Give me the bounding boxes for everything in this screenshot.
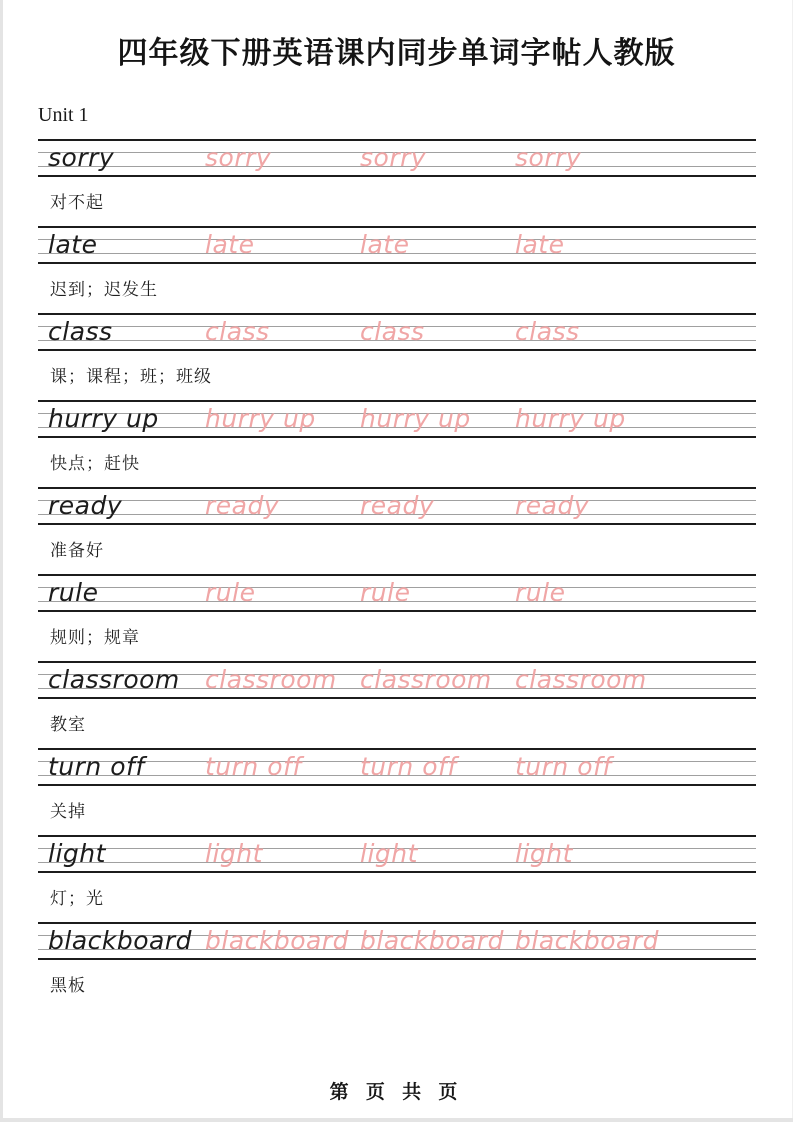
practice-word: class [48, 317, 113, 346]
word-meaning: 对不起 [50, 193, 104, 212]
word-line [38, 139, 756, 177]
word-row [38, 835, 756, 922]
trace-word: classroom [515, 665, 647, 694]
four-line-guide [38, 226, 756, 264]
word-row [38, 661, 756, 748]
trace-word: ready [205, 491, 280, 520]
word-meaning: 课；课程；班；班级 [50, 367, 212, 386]
word-line [38, 835, 756, 873]
word-meaning: 规则；规章 [50, 628, 140, 647]
practice-word: late [48, 230, 98, 259]
four-line-guide [38, 139, 756, 177]
trace-word: class [515, 317, 580, 346]
trace-word: light [360, 839, 418, 868]
word-line [38, 574, 756, 612]
trace-word: sorry [205, 143, 272, 172]
four-line-guide [38, 748, 756, 786]
practice-word: hurry up [48, 404, 159, 433]
trace-word: blackboard [205, 926, 349, 955]
trace-word: class [360, 317, 425, 346]
trace-word: ready [360, 491, 435, 520]
trace-word: sorry [360, 143, 427, 172]
word-row [38, 748, 756, 835]
word-line [38, 400, 756, 438]
word-meaning: 灯；光 [50, 889, 104, 908]
word-line [38, 313, 756, 351]
trace-word: class [205, 317, 270, 346]
trace-word: turn off [360, 752, 457, 781]
trace-word: blackboard [515, 926, 659, 955]
four-line-guide [38, 487, 756, 525]
page-title: 四年级下册英语课内同步单词字帖人教版 [117, 37, 676, 70]
word-meaning: 关掉 [50, 802, 86, 821]
trace-word: classroom [205, 665, 337, 694]
word-row [38, 400, 756, 487]
word-row [38, 226, 756, 313]
word-row [38, 139, 756, 226]
four-line-guide [38, 313, 756, 351]
trace-word: light [515, 839, 573, 868]
trace-word: blackboard [360, 926, 504, 955]
four-line-guide [38, 400, 756, 438]
four-line-guide [38, 574, 756, 612]
trace-word: late [515, 230, 565, 259]
practice-word: sorry [48, 143, 115, 172]
trace-word: turn off [205, 752, 302, 781]
trace-word: late [205, 230, 255, 259]
practice-word: ready [48, 491, 123, 520]
trace-word: classroom [360, 665, 492, 694]
word-line [38, 226, 756, 264]
trace-word: rule [205, 578, 256, 607]
word-line [38, 748, 756, 786]
trace-word: hurry up [360, 404, 471, 433]
word-meaning: 教室 [50, 715, 86, 734]
trace-word: hurry up [205, 404, 316, 433]
four-line-guide [38, 835, 756, 873]
trace-word: late [360, 230, 410, 259]
unit-label: Unit 1 [38, 104, 89, 126]
practice-word: light [48, 839, 106, 868]
word-line [38, 487, 756, 525]
trace-word: ready [515, 491, 590, 520]
word-row [38, 922, 756, 1009]
word-line [38, 922, 756, 960]
word-row [38, 313, 756, 400]
trace-word: rule [360, 578, 411, 607]
word-meaning: 迟到；迟发生 [50, 280, 158, 299]
four-line-guide [38, 661, 756, 699]
trace-word: turn off [515, 752, 612, 781]
word-meaning: 快点；赶快 [50, 454, 140, 473]
practice-word: turn off [48, 752, 145, 781]
trace-word: hurry up [515, 404, 626, 433]
trace-word: light [205, 839, 263, 868]
practice-word: classroom [48, 665, 180, 694]
practice-word: blackboard [48, 926, 192, 955]
word-meaning: 黑板 [50, 976, 86, 995]
word-row [38, 487, 756, 574]
trace-word: rule [515, 578, 566, 607]
word-rows [38, 139, 756, 1009]
word-row [38, 574, 756, 661]
trace-word: sorry [515, 143, 582, 172]
page-footer: 第 页 共 页 [329, 1082, 464, 1103]
word-meaning: 准备好 [50, 541, 104, 560]
word-line [38, 661, 756, 699]
practice-word: rule [48, 578, 99, 607]
four-line-guide [38, 922, 756, 960]
